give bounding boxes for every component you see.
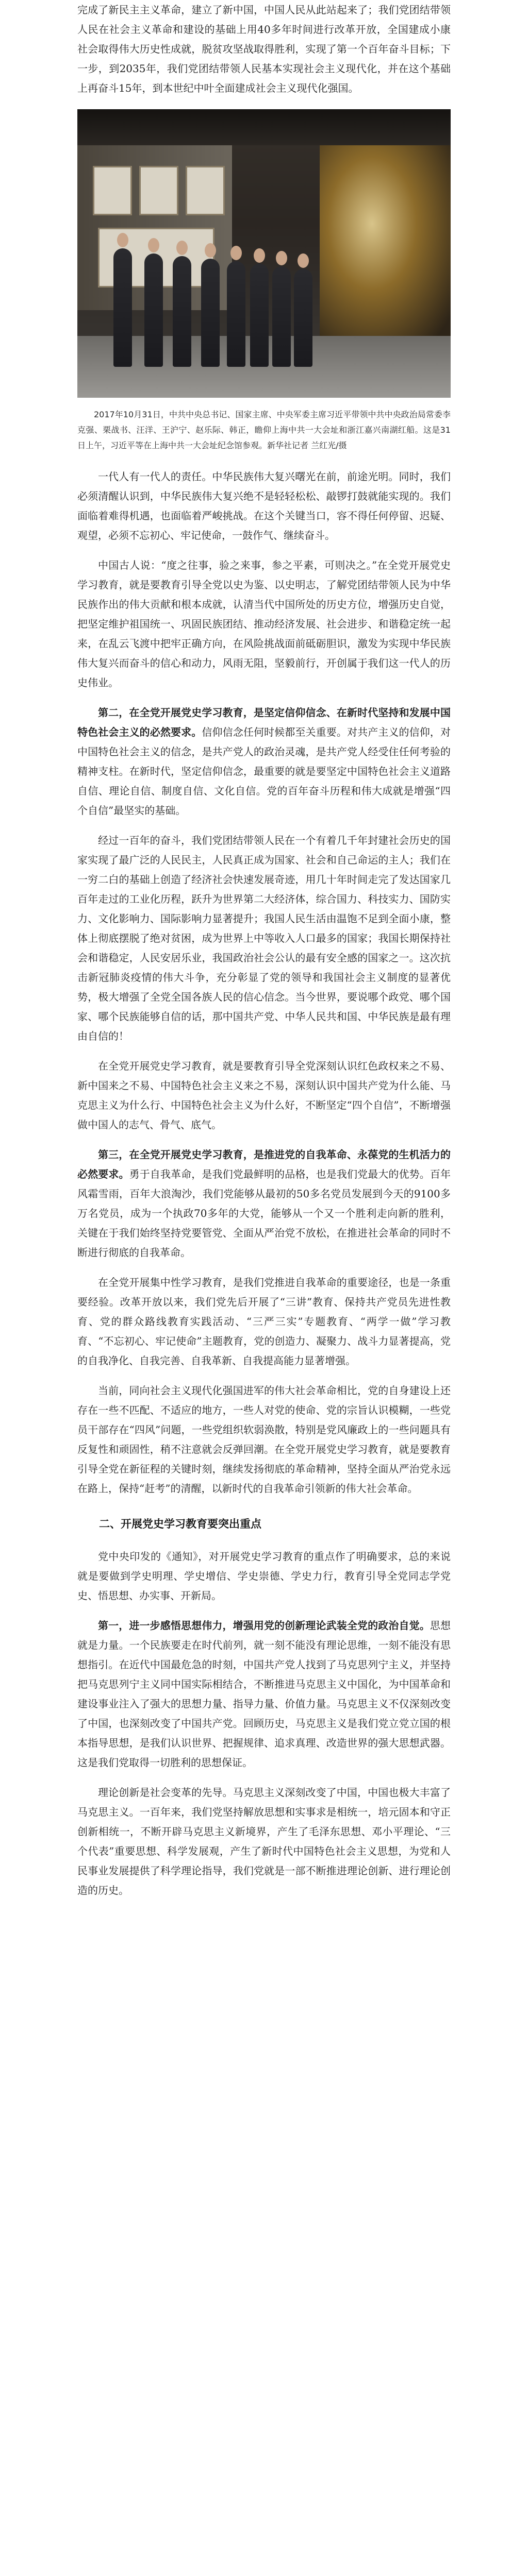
paragraph-achievements: 经过一百年的奋斗，我们党团结带领人民在一个有着几千年封建社会历史的国家实现了最广泛的人民民主，人民真正成为国家、社会和自己命运的主人；我们在一穷二白的基础上创造了经济社会快速发展奇迹，用几十年时间走完了发达国家几百年走过的工业化历程，跃升为世界第二大经济体，综合国力、科技实力、国防实力、文化影响力、国际影响力显著提升；我国人民生活由温饱不足到全面小康，整体上彻底摆脱了绝对贫困，成为世界上中等收入人口最多的国家；我国长期保持社会和谐稳定，人民安居乐业，我国政治社会公认的最有安全感的国家之一。这次抗击新冠肺炎疫情的伟大斗争，充分彰显了党的领导和我国社会主义制度的显著优势，极大增强了全党全国各族人民的信心信念。当今世界，要说哪个政党、哪个国家、哪个民族能够自信的话，那中国共产党、中华人民共和国、中华民族是最有理由自信的！ [77, 834, 451, 1042]
photo-caption: 2017年10月31日，中共中央总书记、国家主席、中央军委主席习近平带领中共中央政治局常委李克强、栗战书、汪洋、王沪宁、赵乐际、韩正，瞻仰上海中共一大会址和浙江嘉兴南湖红船。这是31日上午，习近平等在上海中共一大会址纪念馆参观。新华社记者 兰红光/摄 [77, 410, 451, 450]
section-3-lead: 第三，在全党开展党史学习教育，是推进党的自我革命、永葆党的生机活力的必然要求。 [77, 1148, 451, 1180]
intro-paragraph: 完成了新民主主义革命，建立了新中国，中国人民从此站起来了；我们党团结带领人民在社会主义革命和建设的基础上用40多年时间进行改革开放，全国建成小康社会取得伟大历史性成就，脱贫攻坚战取得胜利，实现了第一个百年奋斗目标；下一步，到2035年，我们党团结带领人民基本实现社会主义现代化，并在这个基础上再奋斗15年，到本世纪中叶全面建成社会主义现代化强国。 [77, 4, 451, 94]
paragraph-self-revolution: 当前，同向社会主义现代化强国进军的伟大社会革命相比，党的自身建设上还存在一些不匹配、不适应的地方，一些人对党的使命、党的宗旨认识模糊，一些党员干部存在“四风”问题，一些党组织软弱涣散，特别是党风廉政上的一些问题具有反复性和顽固性，稍不注意就会反弹回潮。在全党开展党史学习教育，就是要教育引导全党在新征程的关键时刻，继续发扬彻底的革命精神，坚持全面从严治党永远在路上，保持“赶考”的清醒，以新时代的自我革命引领新的伟大社会革命。 [77, 1384, 451, 1495]
subsection-1-paragraph [77, 1616, 451, 1772]
paragraph-history-lesson: 中国古人说：“度之往事，验之来事，参之平素，可则决之。”在全党开展党史学习教育，就是要教育引导全党以史为鉴、以史明志，了解党团结带领人民为中华民族作出的伟大贡献和根本成就，认清当代中国所处的历史方位，增强历史自觉，把坚定维护祖国统一、巩固民族团结、推动经济发展、社会进步、和谐稳定统一起来，在乱云飞渡中把牢正确方向，在风险挑战面前砥砺胆识，激发为实现中华民族伟大复兴而奋斗的信心和动力，风雨无阻，坚毅前行，开创属于我们这一代人的历史伟业。 [77, 559, 451, 689]
subsection-1-lead: 第一，进一步感悟思想伟力，增强用党的创新理论武装全党的政治自觉。 [98, 1619, 430, 1632]
subsection-1-text: 思想就是力量。一个民族要走在时代前列，就一刻不能没有理论思维，一刻不能没有思想指引。在近代中国最危急的时刻，中国共产党人找到了马克思列宁主义，并坚持把马克思列宁主义同中国实际相结合，不断推进马克思主义中国化，为中国革命和建设事业注入了强大的思想力量、指导力量、价值力量。马克思主义不仅深刻改变了中国，也深刻改变了中国共产党。回顾历史，马克思主义是我们党立党立国的根本指导思想，是我们认识世界、把握规律、追求真理、改造世界的强大思想武器。这是我们党取得一切胜利的思想保证。 [77, 1619, 451, 1769]
paragraph-four-confidences: 在全党开展党史学习教育，就是要教育引导全党深刻认识红色政权来之不易、新中国来之不易、中国特色社会主义来之不易，深刻认识中国共产党为什么能、马克思主义为什么行、中国特色社会主义为什么好，不断坚定“四个自信”，不断增强做中国人的志气、骨气、底气。 [77, 1060, 451, 1131]
section-2-paragraph [77, 703, 451, 820]
section-3-text: 勇于自我革命，是我们党最鲜明的品格，也是我们党最大的优势。百年风霜雪雨，百年大浪淘沙，我们党能够从最初的50多名党员发展到今天的9100多万名党员，成为一个执政70多年的大党，能够从一个又一个胜利走向新的胜利，关键在于我们始终坚持党要管党、全面从严治党不放松，在推进社会革命的同时不断进行彻底的自我革命。 [77, 1168, 451, 1259]
article-body [77, 0, 451, 1910]
paragraph-theory-innovation: 理论创新是社会变革的先导。马克思主义深刻改变了中国，中国也极大丰富了马克思主义。一百年来，我们党坚持解放思想和实事求是相统一，培元固本和守正创新相统一，不断开辟马克思主义新境界，产生了毛泽东思想、邓小平理论、“三个代表”重要思想、科学发展观，产生了新时代中国特色社会主义思想，为党和人民事业发展提供了科学理论指导，我们党就是一部不断推进理论创新、进行理论创造的历史。 [77, 1786, 451, 1896]
paragraph-notice: 党中央印发的《通知》，对开展党史学习教育的重点作了明确要求，总的来说就是要做到学史明理、学史增信、学史崇德、学史力行，教育引导全党同志学党史、悟思想、办实事、开新局。 [77, 1550, 451, 1602]
section-3-paragraph [77, 1145, 451, 1262]
paragraph-responsibility: 一代人有一代人的责任。中华民族伟大复兴曙光在前，前途光明。同时，我们必须清醒认识到，中华民族伟大复兴绝不是轻轻松松、敲锣打鼓就能实现的。我们面临着难得机遇，也面临着严峻挑战。在这个关键当口，容不得任何停留、迟疑、观望，必须不忘初心、牢记使命，一鼓作气、继续奋斗。 [77, 470, 451, 541]
section-heading: 二、开展党史学习教育要突出重点 [99, 1518, 261, 1530]
news-photo [77, 109, 451, 398]
section-2-lead: 第二，在全党开展党史学习教育，是坚定信仰信念、在新时代坚持和发展中国特色社会主义的必然要求。 [77, 706, 451, 738]
section-2-text: 信仰信念任何时候都至关重要。对共产主义的信仰，对中国特色社会主义的信念，是共产党人的政治灵魂，是共产党人经受住任何考验的精神支柱。在新时代，坚定信仰信念，最重要的就是要坚定中国特色社会主义道路自信、理论自信、制度自信、文化自信。党的百年奋斗历程和伟大成就是增强“四个自信”最坚实的基础。 [77, 726, 451, 817]
paragraph-learning-campaigns: 在全党开展集中性学习教育，是我们党推进自我革命的重要途径，也是一条重要经验。改革开放以来，我们党先后开展了“三讲”教育、保持共产党员先进性教育、党的群众路线教育实践活动、“三严三实”专题教育、“两学一做”学习教育、“不忘初心、牢记使命”主题教育，党的创造力、凝聚力、战斗力显著提高，党的自我净化、自我完善、自我革新、自我提高能力显著增强。 [77, 1276, 451, 1367]
